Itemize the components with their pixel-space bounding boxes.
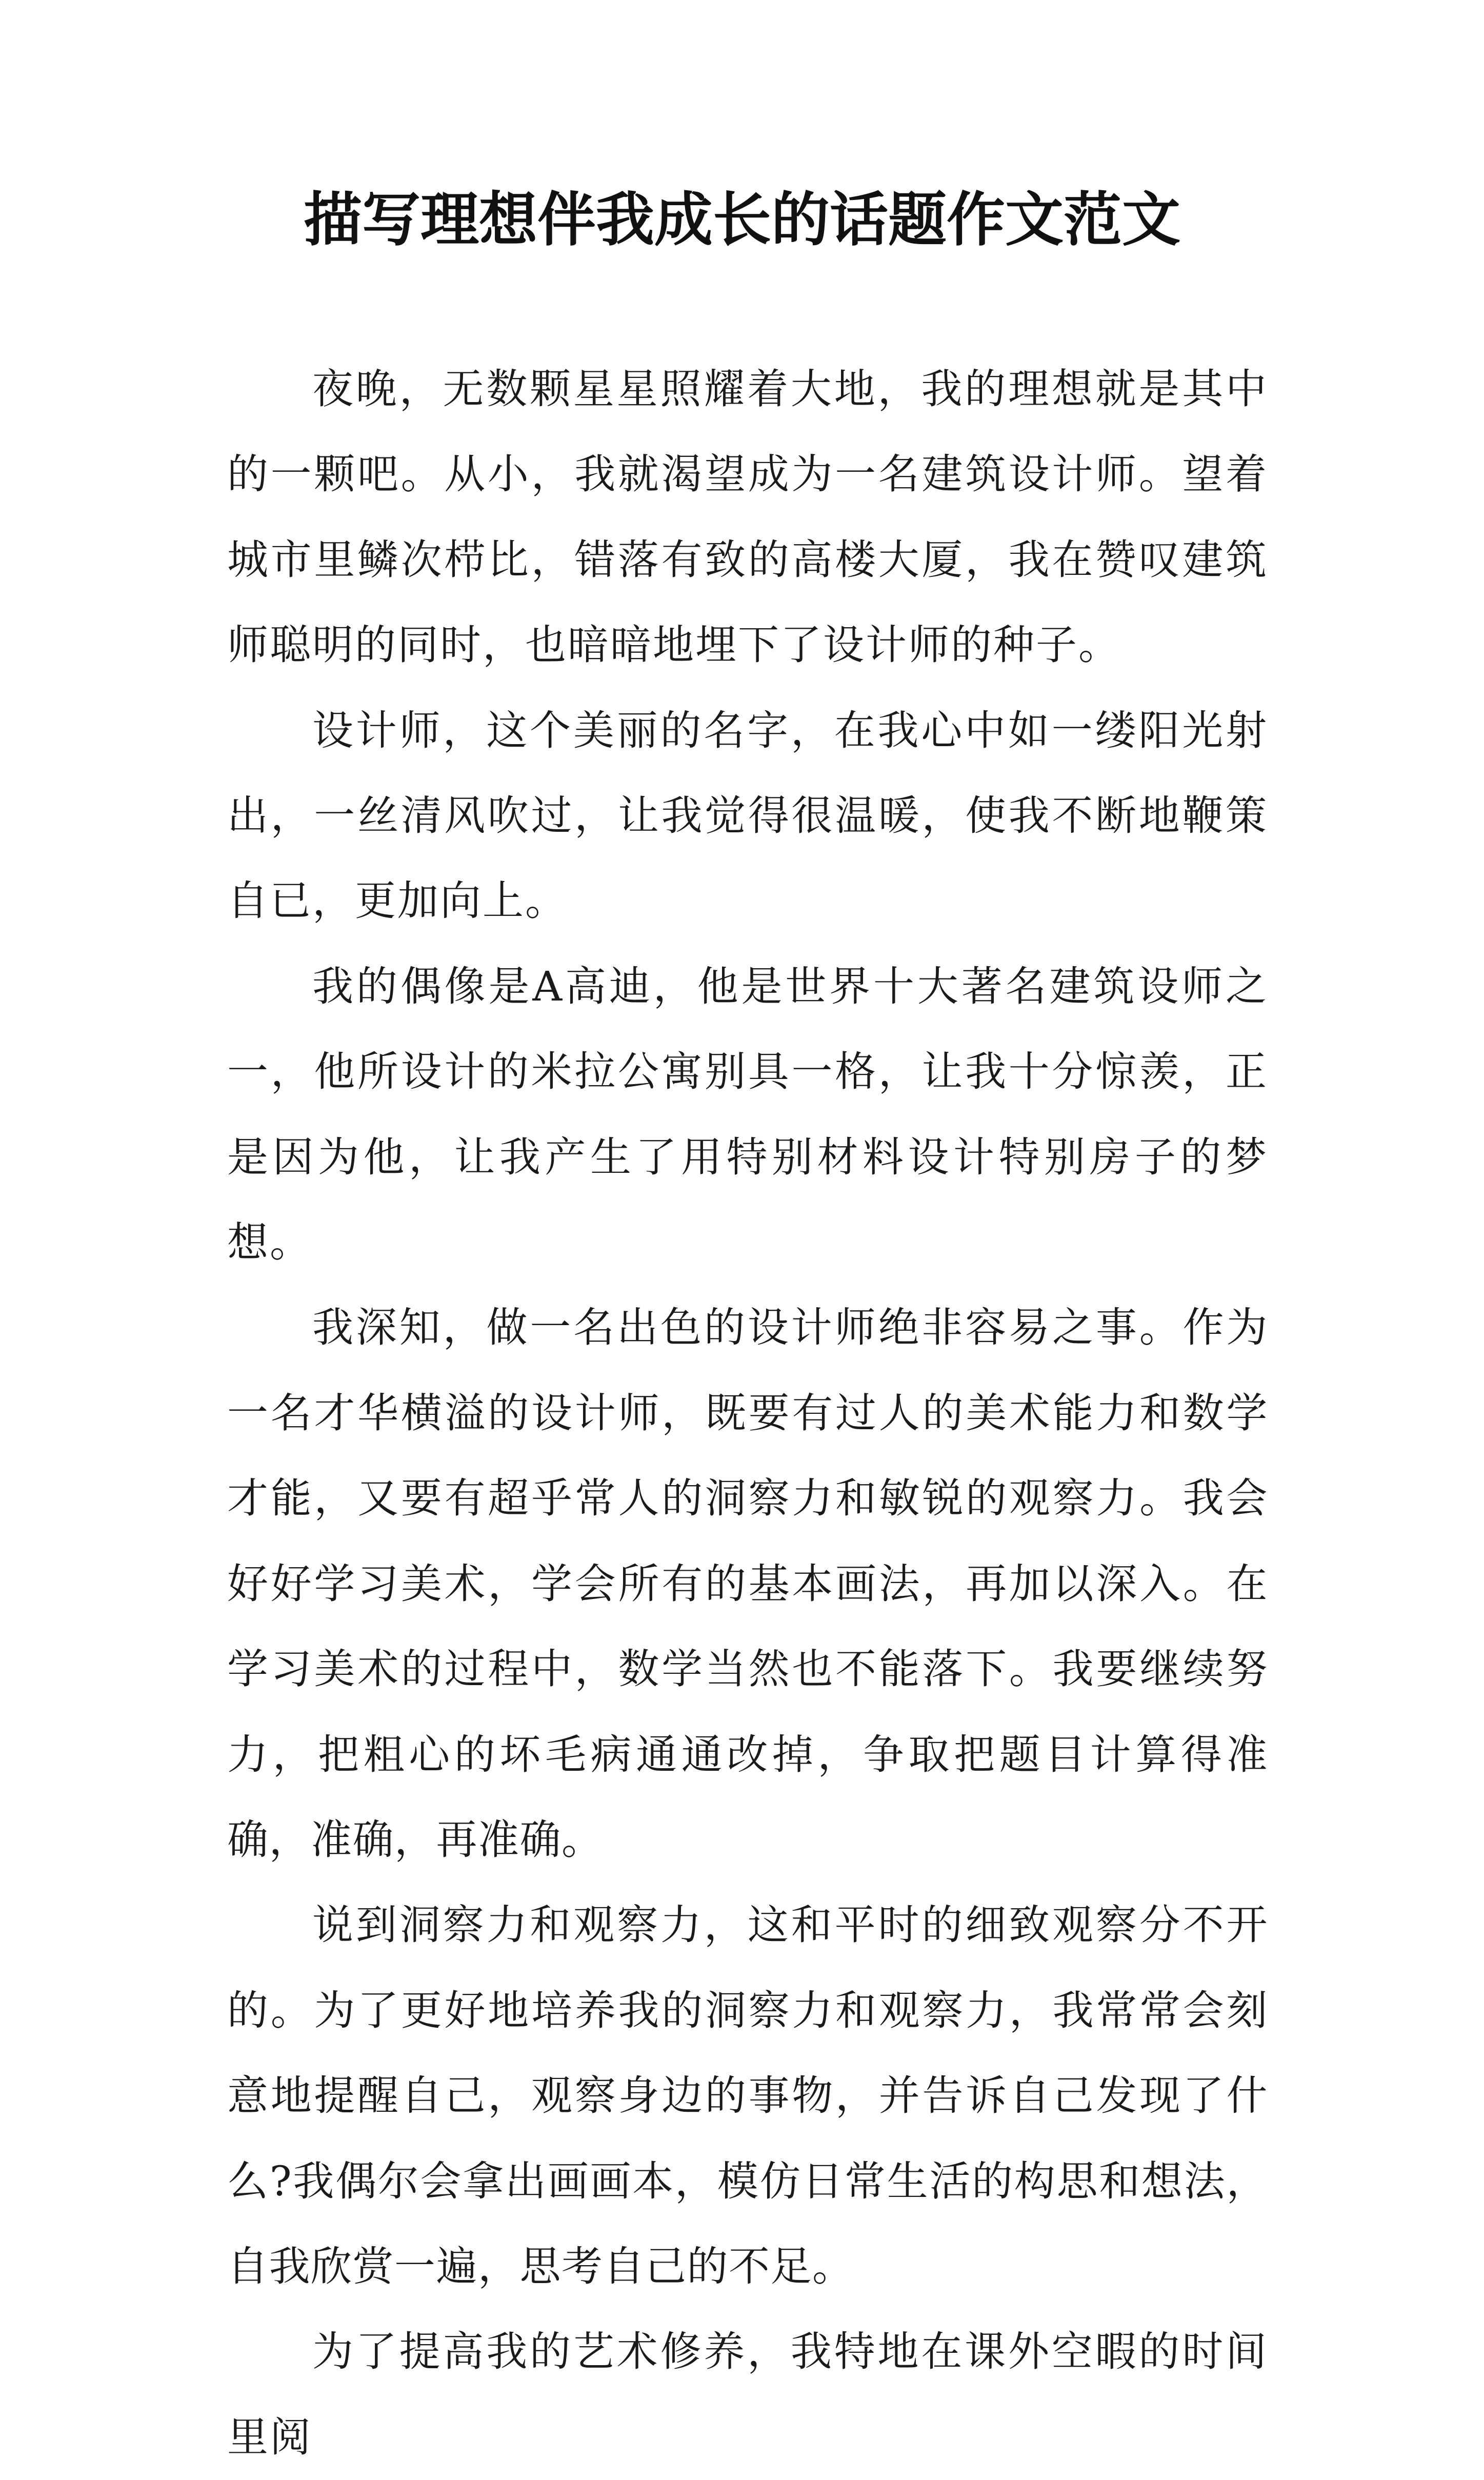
document-title: 描写理想伴我成长的话题作文范文 bbox=[303, 185, 1180, 254]
paragraph-3: 我的偶像是A高迪，他是世界十大著名建筑设师之一，他所设计的米拉公寓别具一格，让我十分惊羡，正是因为他，让我产生了用特别材料设计特别房子的梦想。 bbox=[227, 962, 1268, 1267]
document-body bbox=[227, 347, 1268, 2480]
paragraph-2: 设计师，这个美丽的名字，在我心中如一缕阳光射出，一丝清风吹过，让我觉得很温暖，使我不断地鞭策自已，更加向上。 bbox=[227, 706, 1268, 925]
paragraph-4: 我深知，做一名出色的设计师绝非容易之事。作为一名才华横溢的设计师，既要有过人的美术能力和数学才能，又要有超乎常人的洞察力和敏锐的观察力。我会好好学习美术，学会所有的基本画法，再加以深入。在学习美术的过程中，数学当然也不能落下。我要继续努力，把粗心的坏毛病通通改掉，争取把题目计算得准确，准确，再准确。 bbox=[227, 1304, 1268, 1864]
paragraph-1: 夜晚，无数颗星星照耀着大地，我的理想就是其中的一颗吧。从小，我就渴望成为一名建筑设计师。望着城市里鳞次栉比，错落有致的高楼大厦，我在赞叹建筑师聪明的同时，也暗暗地埋下了设计师的种子。 bbox=[227, 365, 1268, 669]
paragraph-6: 为了提高我的艺术修养，我特地在课外空暇的时间里阅 bbox=[227, 2328, 1268, 2461]
paragraph-5: 说到洞察力和观察力，这和平时的细致观察分不开的。为了更好地培养我的洞察力和观察力，我常常会刻意地提醒自己，观察身边的事物，并告诉自己发现了什么?我偶尔会拿出画画本，模仿日常生活的构思和想法，自我欣赏一遍，思考自己的不足。 bbox=[227, 1901, 1268, 2290]
